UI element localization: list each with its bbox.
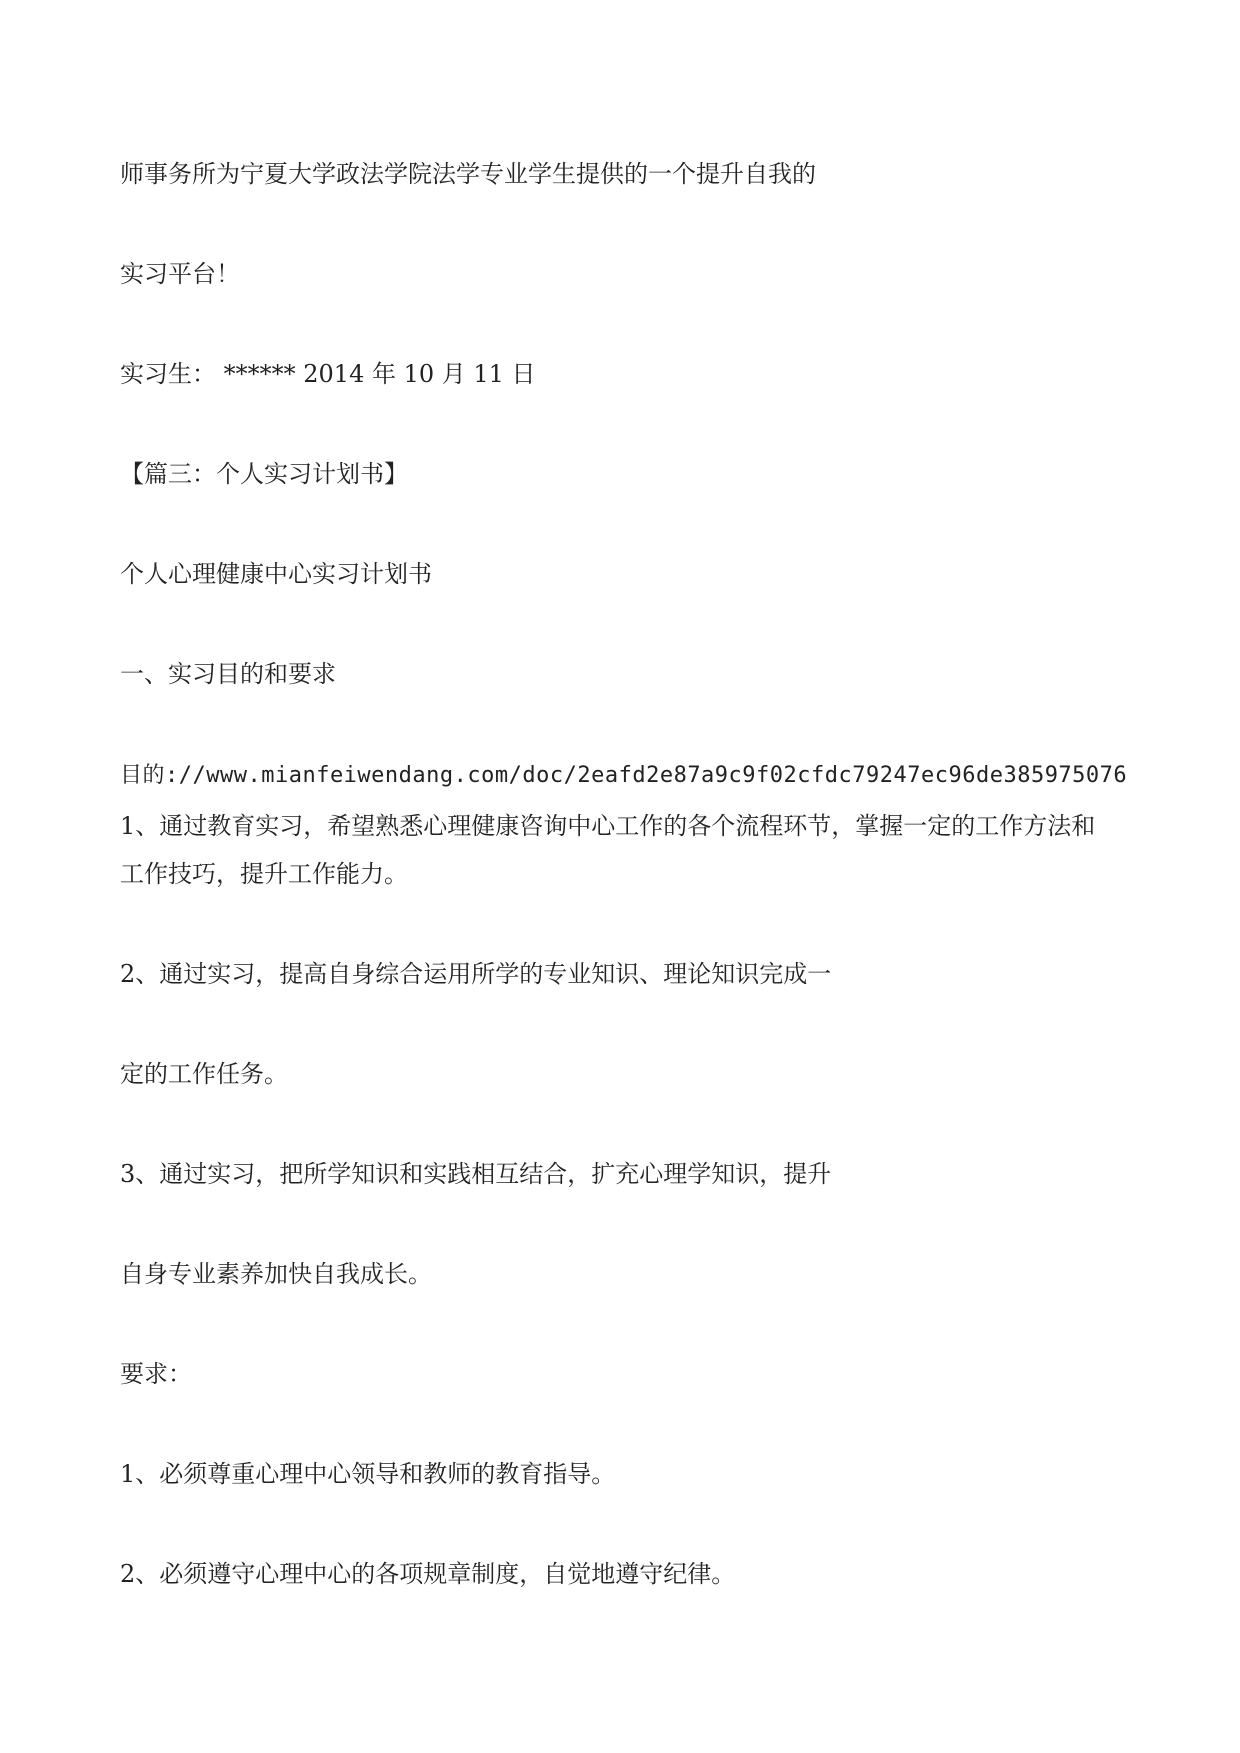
document-title: 个人心理健康中心实习计划书 xyxy=(120,560,432,588)
list-item: 3、通过实习，把所学知识和实践相互结合，扩充心理学知识，提升 xyxy=(120,1160,832,1188)
list-item-continuation: 工作技巧，提升工作能力。 xyxy=(120,860,408,888)
list-item-continuation: 定的工作任务。 xyxy=(120,1060,288,1088)
list-item: 1、通过教育实习，希望熟悉心理健康咨询中心工作的各个流程环节，掌握一定的工作方法和 xyxy=(120,812,1096,840)
section-heading: 一、实习目的和要求 xyxy=(120,660,336,688)
list-item-continuation: 自身专业素养加快自我成长。 xyxy=(120,1260,432,1288)
list-item: 2、必须遵守心理中心的各项规章制度，自觉地遵守纪律。 xyxy=(120,1560,736,1588)
list-item: 2、通过实习，提高自身综合运用所学的专业知识、理论知识完成一 xyxy=(120,960,832,988)
section-label: 要求： xyxy=(120,1360,192,1388)
signature-date-line: 实习生： ****** 2014 年 10 月 11 日 xyxy=(120,360,536,388)
url-line: 目的://www.mianfeiwendang.com/doc/2eafd2e87a9c9f02cfdc79247ec96de385975076 xyxy=(120,763,1128,788)
body-line: 实习平台！ xyxy=(120,260,240,288)
body-line: 师事务所为宁夏大学政法学院法学专业学生提供的一个提升自我的 xyxy=(120,160,816,188)
list-item: 1、必须尊重心理中心领导和教师的教育指导。 xyxy=(120,1460,616,1488)
section-heading: 【篇三：个人实习计划书】 xyxy=(120,460,408,488)
